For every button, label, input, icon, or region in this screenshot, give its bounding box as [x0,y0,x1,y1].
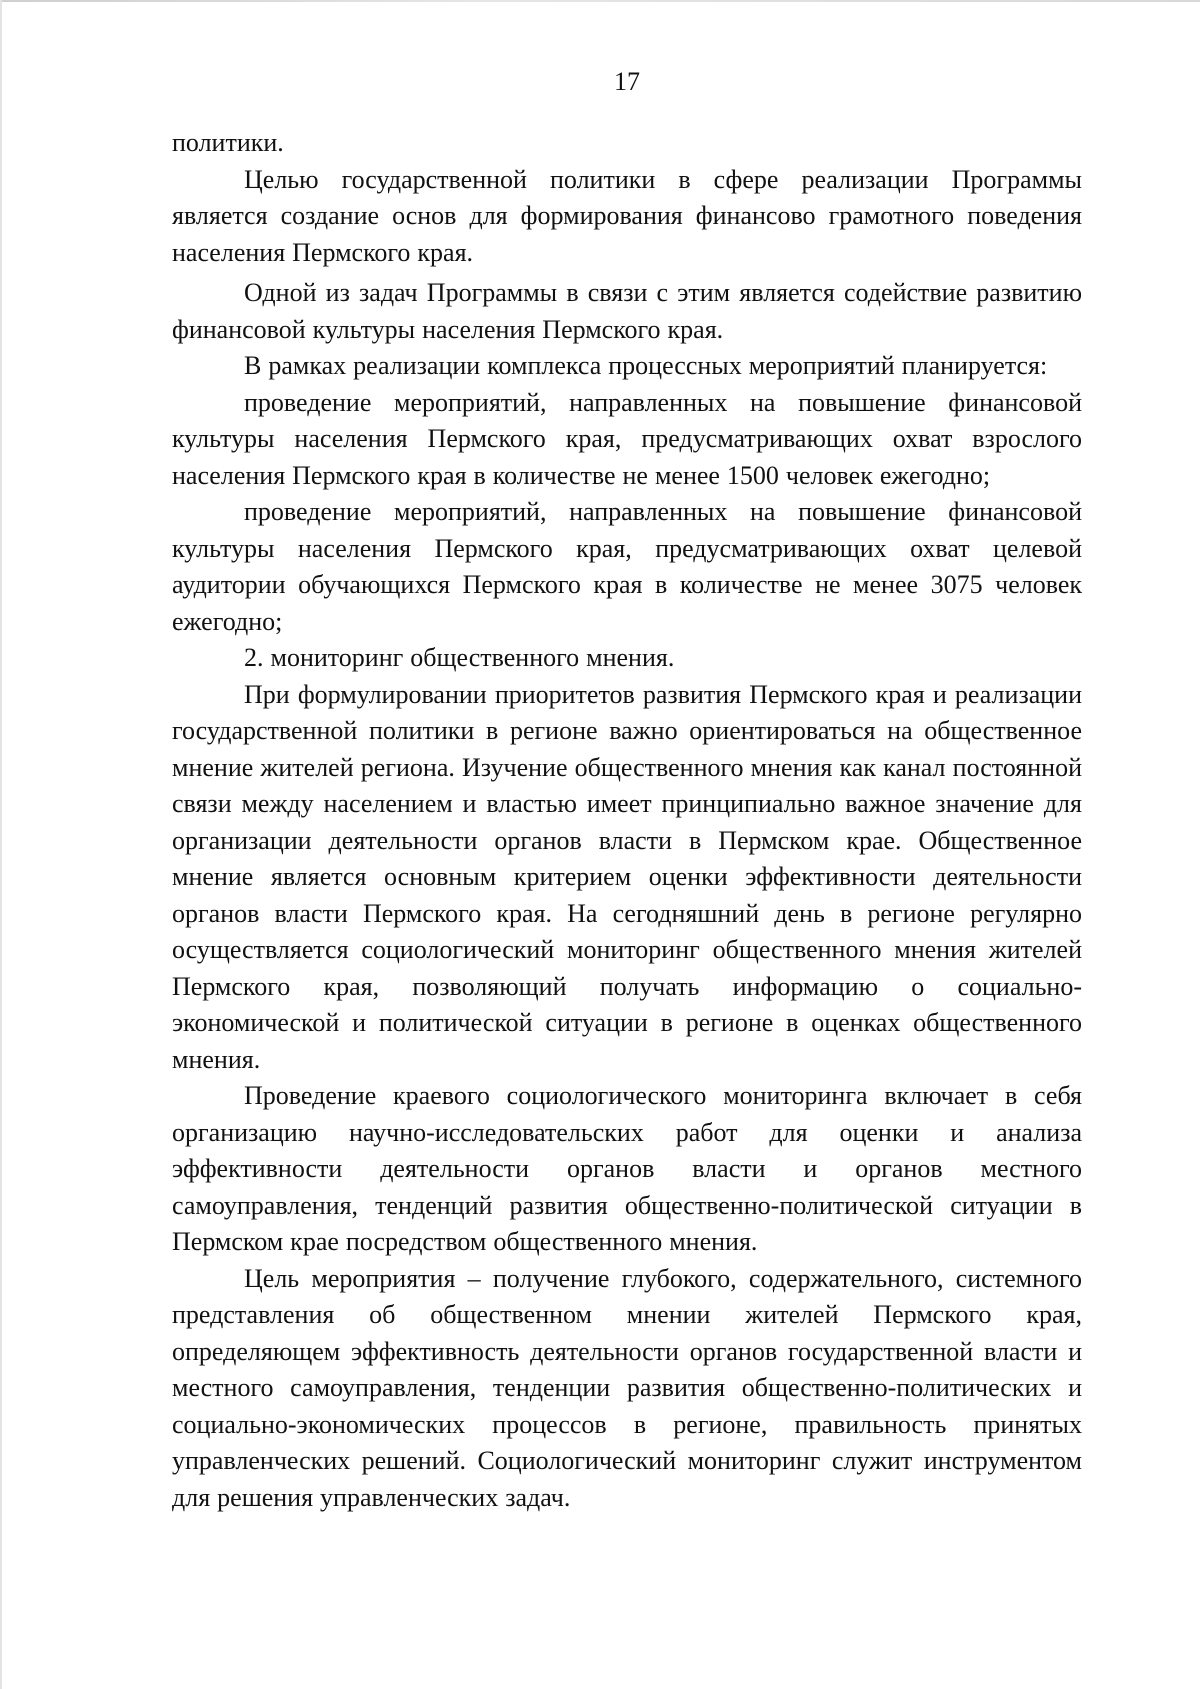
paragraph-public-opinion: При формулировании приоритетов развития Пермского края и реализации государственной политики в регионе важно ориентироваться на общественное мнение жителей региона. Изучение общественного мнения как канал постоянной связи между населением и властью имеет принципиально важное значение для организации деятельности органов власти в Пермском крае. Общественное мнение является основным критерием оценки эффективности деятельности органов власти Пермского края. На сегодняшний день в регионе регулярно осуществляется социологический мониторинг общественного мнения жителей Пермского края, позволяющий получать информацию о социально-экономической и политической ситуации в регионе в оценках общественного мнения. [172,679,1082,1074]
paragraph-adult-events: проведение мероприятий, направленных на повышение финансовой культуры населения Пермского края, предусматривающих охват взрослого населения Пермского края в количестве не менее 1500 человек ежегодно; [172,387,1082,490]
paragraph-policy-goal: Целью государственной политики в сфере реализации Программы является создание основ для формирования финансово грамотного поведения населения Пермского края. [172,164,1082,267]
paragraph-monitoring-heading: 2. мониторинг общественного мнения. [244,643,675,672]
paragraph-monitoring-scope: Проведение краевого социологического мониторинга включает в себя организацию научно-исследовательских работ для оценки и анализа эффективности деятельности органов власти и органов местного самоуправления, тенденций развития общественно-политической ситуации в Пермском крае посредством общественного мнения. [172,1081,1082,1256]
scan-edge-left [0,0,2,1689]
document-body [172,125,1082,1516]
page-number: 17 [614,67,640,96]
paragraph-planned-intro: В рамках реализации комплекса процессных мероприятий планируется: [244,351,1048,380]
scan-edge-top [0,0,1200,2]
paragraph-student-events: проведение мероприятий, направленных на повышение финансовой культуры населения Пермского края, предусматривающих охват целевой аудитории обучающихся Пермского края в количестве не менее 3075 человек ежегодно; [172,497,1082,636]
paragraph-program-task: Одной из задач Программы в связи с этим является содействие развитию финансовой культуры населения Пермского края. [172,278,1082,344]
paragraph-continuation: политики. [172,128,284,157]
paragraph-monitoring-goal: Цель мероприятия – получение глубокого, содержательного, системного представления об общественном мнении жителей Пермского края, определяющем эффективность деятельности органов государственной власти и местного самоуправления, тенденции развития общественно-политических и социально-экономических процессов в регионе, правильность принятых управленческих решений. Социологический мониторинг служит инструментом для решения управленческих задач. [172,1263,1082,1512]
